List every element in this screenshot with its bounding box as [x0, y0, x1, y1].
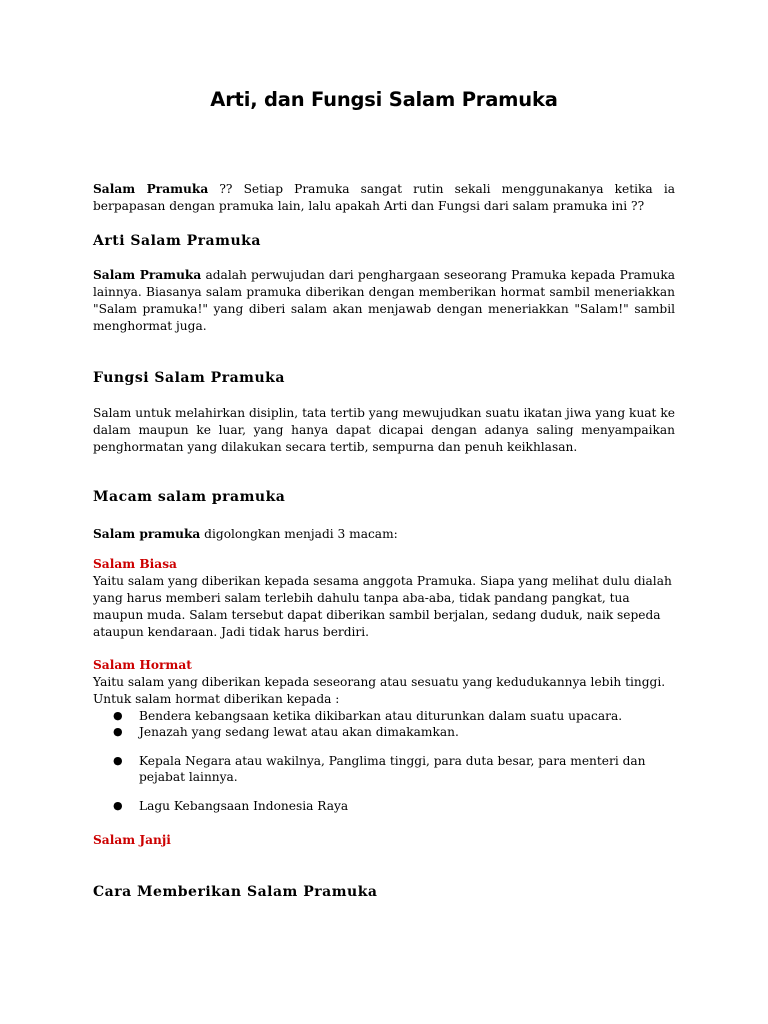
- list-item: [93, 798, 675, 814]
- document-title: Arti, dan Fungsi Salam Pramuka: [210, 88, 558, 111]
- salam-janji-label: Salam Janji: [93, 833, 171, 847]
- heading-fungsi: Fungsi Salam Pramuka: [93, 370, 285, 386]
- list-item-text: Jenazah yang sedang lewat atau akan dimakamkan.: [139, 725, 459, 739]
- list-item: [93, 753, 675, 785]
- heading-macam: Macam salam pramuka: [93, 489, 286, 505]
- list-item-text: Bendera kebangsaan ketika dikibarkan atau diturunkan dalam suatu upacara.: [139, 709, 623, 723]
- heading-cara: Cara Memberikan Salam Pramuka: [93, 884, 378, 900]
- bullet-icon: ●: [113, 725, 123, 738]
- list-item-text: Kepala Negara atau wakilnya, Panglima tinggi, para duta besar, para menteri dan pejabat lainnya.: [139, 754, 646, 784]
- arti-text: adalah perwujudan dari penghargaan seseorang Pramuka kepada Pramuka lainnya. Biasanya salam pramuka diberikan dengan memberikan hormat sambil meneriakkan "Salam pramuka!" yang diberi salam akan menjawab dengan meneriakkan "Salam!" sambil menghormat juga.: [93, 268, 675, 333]
- list-item-text: Lagu Kebangsaan Indonesia Raya: [139, 799, 349, 813]
- arti-bold-term: Salam Pramuka: [93, 268, 202, 282]
- arti-paragraph: [93, 267, 675, 335]
- fungsi-paragraph: Salam untuk melahirkan disiplin, tata tertib yang mewujudkan suatu ikatan jiwa yang kuat ke dalam maupun ke luar, yang hanya dapat dicapai dengan adanya saling menyampaikan penghormatan yang dilakukan secara tertib, sempurna dan penuh keikhlasan.: [93, 406, 675, 454]
- macam-bold-term: Salam pramuka: [93, 527, 201, 541]
- salam-hormat-text: Yaitu salam yang diberikan kepada seseorang atau sesuatu yang kedudukannya lebih tinggi. Untuk salam hormat diberikan kepada :: [93, 675, 666, 706]
- bullet-icon: ●: [113, 754, 123, 767]
- hormat-list: [93, 708, 675, 814]
- list-item: [93, 724, 675, 740]
- list-item: [93, 708, 675, 724]
- salam-biasa-text: Yaitu salam yang diberikan kepada sesama anggota Pramuka. Siapa yang melihat dulu dialah yang harus memberi salam terlebih dahulu tanpa aba-aba, tidak pandang pangkat, tua maupun muda. Salam tersebut dapat diberikan sambil berjalan, sedang duduk, naik sepeda ataupun kendaraan. Jadi tidak harus berdiri.: [93, 574, 672, 639]
- macam-intro: [93, 526, 675, 543]
- macam-text: digolongkan menjadi 3 macam:: [200, 527, 398, 541]
- intro-text: ?? Setiap Pramuka sangat rutin sekali menggunakanya ketika ia berpapasan dengan pramuka lain, lalu apakah Arti dan Fungsi dari salam pramuka ini ??: [93, 182, 675, 213]
- intro-paragraph: [93, 181, 675, 215]
- intro-bold-term: Salam Pramuka: [93, 182, 209, 196]
- bullet-icon: ●: [113, 709, 123, 722]
- bullet-icon: ●: [113, 799, 123, 812]
- salam-biasa-label: Salam Biasa: [93, 557, 177, 571]
- heading-arti: Arti Salam Pramuka: [93, 233, 261, 249]
- salam-hormat-label: Salam Hormat: [93, 658, 192, 672]
